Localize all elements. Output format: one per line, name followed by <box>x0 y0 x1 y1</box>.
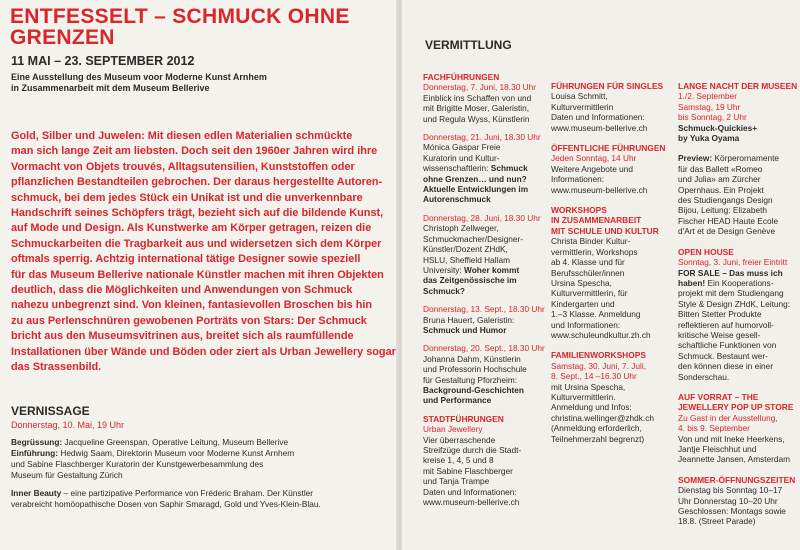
event-topic: Aktuelle Entwicklungen im <box>423 184 529 195</box>
intro-cont: und Sabine Flaschberger Kuratorin der Kunstgewerbesammlung des <box>11 459 264 469</box>
event-date: 1./2. September <box>678 91 738 102</box>
event-line: kreise 1, 4, 5 und 8 <box>423 455 494 466</box>
sommer-heading: SOMMER-ÖFFNUNGSZEITEN <box>678 474 796 485</box>
event-topic: Background-Geschichten <box>423 384 524 395</box>
intro-line: pflanzlichen Bestandteilen gebrochen. Der daraus hergestellte Autoren- <box>11 176 383 189</box>
inner-beauty-text: – eine partizipative Performance von Fréderic Braham. Der Künstler <box>61 488 314 498</box>
event-topic: Schmuck <box>488 163 528 174</box>
familien-heading: FAMILIENWORKSHOPS <box>551 350 646 361</box>
event-line: Louisa Schmitt, <box>551 91 608 102</box>
event-line: Teilnehmerzahl begrenzt) <box>551 433 645 444</box>
event-line: Bruna Hauert, Galeristin: <box>423 314 515 325</box>
event-topic: Schmuck? <box>423 285 465 296</box>
title-line: ENTFESSELT – SCHMUCK OHNE <box>10 5 350 28</box>
intro-line: Handschrift seines Schöpfers trägt, bezieht sich auf die bildende Kunst, <box>11 207 384 220</box>
event-line: Fischer HEAD Haute Ecole <box>678 215 779 226</box>
event-line: Kulturvermittlerin, für <box>551 288 628 299</box>
intro-line: Gold, Silber und Juwelen: Mit diesen edlen Materialien schmückte <box>11 130 353 142</box>
intro-cont: Museum für Gestaltung Zürich <box>11 470 123 480</box>
event-line: Ein Projekt <box>721 184 764 195</box>
workshops-heading: WORKSHOPS <box>551 205 607 216</box>
event-line: reflektieren auf humorvoll- <box>678 319 774 330</box>
event-topic: haben! <box>678 277 706 288</box>
event-line: mit Sabine Flaschberger <box>423 465 513 476</box>
event-line: www.schuleundkultur.zh.ch <box>551 329 651 340</box>
event-date: Zu Gast in der Ausstellung, <box>678 412 778 423</box>
intro-line: schmuck, bei dem jedes Stück ein Unikat ist und die unverkennbare <box>11 191 363 204</box>
intro-line: man sich lange Zeit am liebsten. Doch seit den 1960er Jahren wird ihre <box>11 145 378 158</box>
event-line: und Professorin Hochschule <box>423 364 527 375</box>
event-line: Einblick ins Schaffen von und <box>423 92 532 103</box>
event-line: Christoph Zellweger, <box>423 223 499 234</box>
event-date: Donnerstag, 13. Sept., 18.30 Uhr <box>423 304 545 315</box>
workshops-heading: IN ZUSAMMENARBEIT <box>551 215 642 226</box>
event-line: Informationen: <box>551 174 605 185</box>
event-line: Weitere Angebote und <box>551 163 633 174</box>
vernissage-title: VERNISSAGE <box>11 404 90 418</box>
stadtfuehrungen-heading: STADTFÜHRUNGEN <box>423 413 504 424</box>
event-date: 4. bis 9. September <box>678 423 750 434</box>
event-line: Schmuck. Bestaunt wer- <box>678 350 768 361</box>
event-line: für Gestaltung Pforzheim: <box>423 374 518 385</box>
event-line: und Julia» am Zürcher <box>678 174 761 185</box>
event-date: Donnerstag, 28. Juni, 18.30 Uhr <box>423 212 541 223</box>
vernissage-date: Donnerstag, 10. Mai, 19 Uhr <box>11 420 125 430</box>
event-line: Jantje Fleischhut und <box>678 444 757 454</box>
intro-text <box>11 129 396 376</box>
open-house-heading: OPEN HOUSE <box>678 246 734 257</box>
event-date: Samstag, 30. Juni, 7. Juli, <box>551 360 647 371</box>
intro-line: auf Mode und Design. Als Kunstwerke am Körper getragen, reizen die <box>11 222 372 235</box>
pop-up-store-heading: JEWELLERY POP UP STORE <box>678 402 794 413</box>
intro-line: nahezu unbegrenzt sind. Von kleinen, fantasievollen Broschen bis hin <box>11 299 373 312</box>
event-topic: ohne Grenzen… und nun? <box>423 173 527 184</box>
event-line: Geschlossen: Montags sowie <box>678 506 786 517</box>
program-column-1 <box>423 72 553 517</box>
greeting-label: Begrüssung: <box>11 437 63 447</box>
event-line: Bitten Stetter Produkte <box>678 309 762 320</box>
title-line: GRENZEN <box>10 26 115 49</box>
event-topic: Schmuck und Humor <box>423 324 507 335</box>
event-line: Sonderschau. <box>678 371 730 382</box>
event-date: Donnerstag, 7. Juni, 18.30 Uhr <box>423 82 536 93</box>
event-date: Donnerstag, 21. Juni, 18.30 Uhr <box>423 132 541 143</box>
event-line: Kulturvermittlerin. <box>551 391 616 402</box>
event-line: mit Brigitte Moser, Galeristin, <box>423 103 530 114</box>
stadt-subtitle: Urban Jewellery <box>423 424 483 435</box>
event-line: mit Ursina Spescha, <box>551 381 626 392</box>
event-line: Dienstag bis Sonntag 10–17 <box>678 485 783 496</box>
event-line: Style & Design ZHdK, Leitung: <box>678 298 791 309</box>
subtitle-line: Eine Ausstellung des Museum voor Moderne Kunst Arnhem <box>11 72 267 82</box>
event-line: Ein Kooperations- <box>705 277 774 288</box>
event-line: Körperornamente <box>712 153 780 164</box>
event-topic: FOR SALE – Das muss ich <box>678 267 783 278</box>
oeffentliche-heading: ÖFFENTLICHE FÜHRUNGEN <box>551 143 666 154</box>
event-line: kritische Weise gesell- <box>678 329 761 340</box>
event-line: Künstler/Dozent ZHdK, <box>423 244 508 255</box>
event-line: (Anmeldung erforderlich, <box>551 423 642 434</box>
exhibition-title <box>10 6 390 48</box>
intro-line: Schmuckarbeiten die Tragbarkeit aus und widersetzen sich dem Körper <box>11 237 382 250</box>
event-topic: das Zeitgenössische im <box>423 275 517 286</box>
event-line: und Informationen: <box>551 319 621 330</box>
program-column-2 <box>551 81 681 454</box>
event-topic: Woher kommt <box>461 264 520 275</box>
intro-label: Einführung: <box>11 448 59 458</box>
vernissage-body <box>11 437 391 517</box>
event-line: Kulturvermittlerin <box>551 101 614 112</box>
event-line: für das Ballett «Romeo <box>678 163 763 174</box>
event-line: Daten und Informationen: <box>551 112 645 123</box>
event-line: www.museum-bellerive.ch <box>551 184 648 195</box>
right-page <box>402 0 800 550</box>
event-line: Ursina Spescha, <box>551 277 612 288</box>
event-topic: Autorenschmuck <box>423 194 491 205</box>
event-line: University: <box>423 264 462 275</box>
intro-line: zu aus Perlenschnüren gewobenen Porträts von Stars: Der Schmuck <box>11 314 367 327</box>
event-line: den können diese in einer <box>678 361 774 372</box>
vermittlung-title: VERMITTLUNG <box>425 38 512 52</box>
exhibition-subtitle <box>11 72 391 94</box>
event-date: Samstag, 19 Uhr <box>678 101 741 112</box>
event-line: www.museum-bellerive.ch <box>423 497 520 508</box>
fachfuehrungen-heading: FACHFÜHRUNGEN <box>423 72 500 82</box>
event-topic: Schmuck-Quickies+ <box>678 122 758 133</box>
event-line: und Regula Wyss, Künstlerin <box>423 113 530 124</box>
event-line: Jeannette Jansen, Amsterdam <box>678 454 791 465</box>
singles-heading: FÜHRUNGEN FÜR SINGLES <box>551 81 664 91</box>
event-line: Von und mit Ineke Heerkens, <box>678 433 785 444</box>
event-line: des Studiengangs Design <box>678 195 773 206</box>
inner-beauty-label: Inner Beauty <box>11 488 62 498</box>
exhibition-dates: 11 MAI – 23. SEPTEMBER 2012 <box>11 54 195 68</box>
event-line: 18.8. (Street Parade) <box>678 516 756 527</box>
event-line: schaftliche Funktionen von <box>678 340 777 351</box>
event-line: Mónica Gaspar Freie <box>423 142 501 153</box>
event-date: Jeden Sonntag, 14 Uhr <box>551 153 637 164</box>
event-line: vermittlerin, Workshops <box>551 246 638 257</box>
intro-speaker-text: Hedwig Saam, Direktorin Museum voor Moderne Kunst Arnhem <box>58 448 295 458</box>
intro-line: das Strassenbild. <box>11 361 102 374</box>
event-line: Christa Binder Kultur- <box>551 236 631 247</box>
event-line: wissenschaftlerin: <box>423 163 489 174</box>
event-line: Uhr Donnerstag 10–20 Uhr <box>678 495 778 506</box>
event-line: Vier überraschende <box>423 434 496 445</box>
event-line: Anmeldung und Infos: <box>551 402 632 413</box>
event-line: d'Art et de Design Genève <box>678 226 776 237</box>
greeting-text: Jacqueline Greenspan, Operative Leitung, Museum Bellerive <box>62 437 289 447</box>
event-line: Streifzüge durch die Stadt- <box>423 445 522 455</box>
event-line: ab 4. Klasse und für <box>551 257 625 268</box>
program-column-3 <box>678 81 800 537</box>
event-topic: by Yuka Oyama <box>678 133 740 144</box>
event-line: www.museum-bellerive.ch <box>551 122 648 133</box>
inner-beauty-cont: verabreicht homöopathische Dosen von Saphir Smaragd, Gold und Yves-Klein-Blau. <box>11 499 321 509</box>
event-line: Daten und Informationen: <box>423 486 517 497</box>
intro-line: oftmals sperrig. Achtzig international tätige Designer sowie speziell <box>11 253 361 266</box>
event-line: Opernhaus. <box>678 184 722 195</box>
event-line: HSLU, Sheffield Hallam <box>423 254 511 265</box>
event-line: Berufsschüler/innen <box>551 267 625 278</box>
event-date: Sonntag, 3. Juni, freier Eintritt <box>678 257 788 268</box>
intro-line: bricht aus den Museumsvitrinen aus, breitet sich als raumfüllende <box>11 330 354 343</box>
event-line: christina.wellinger@zhdk.ch <box>551 412 654 423</box>
lange-nacht-heading: LANGE NACHT DER MUSEEN <box>678 81 798 91</box>
pop-up-store-heading: AUF VORRAT – THE <box>678 391 759 402</box>
event-date: Donnerstag, 20. Sept., 18.30 Uhr <box>423 343 545 354</box>
event-date: 8. Sept., 14 –16.30 Uhr <box>551 371 637 382</box>
event-topic: und Performance <box>423 395 492 406</box>
subtitle-line: in Zusammenarbeit mit dem Museum Bellerive <box>11 83 210 93</box>
intro-line: Vormacht von Objets trouvés, Alltagsutensilien, Kunststoffen oder <box>11 160 355 173</box>
preview-label: Preview: <box>678 153 713 164</box>
left-page <box>0 0 398 550</box>
event-line: Schmuckmacher/Designer- <box>423 233 524 244</box>
intro-line: Installationen über Wände und Böden oder ziert als Urban Jewellery sogar <box>11 345 396 358</box>
intro-line: für das Museum Bellerive nationale Künstler machen mit ihren Objekten <box>11 268 384 281</box>
event-line: und Tanja Trampe <box>423 476 490 487</box>
event-line: 1.–3 Klasse. Anmeldung <box>551 309 641 320</box>
intro-line: deutlich, dass die Möglichkeiten und Anwendungen von Schmuck <box>11 284 353 297</box>
event-line: Bijou, Leitung: Elizabeth <box>678 205 768 216</box>
event-line: Kuratorin und Kultur- <box>423 152 500 163</box>
workshops-heading: MIT SCHULE UND KULTUR <box>551 225 659 236</box>
event-date: bis Sonntag, 2 Uhr <box>678 112 747 123</box>
event-line: Kindergarten und <box>551 298 615 309</box>
event-line: Johanna Dahm, Künstlerin <box>423 353 521 364</box>
event-line: projekt mit dem Studiengang <box>678 288 784 299</box>
